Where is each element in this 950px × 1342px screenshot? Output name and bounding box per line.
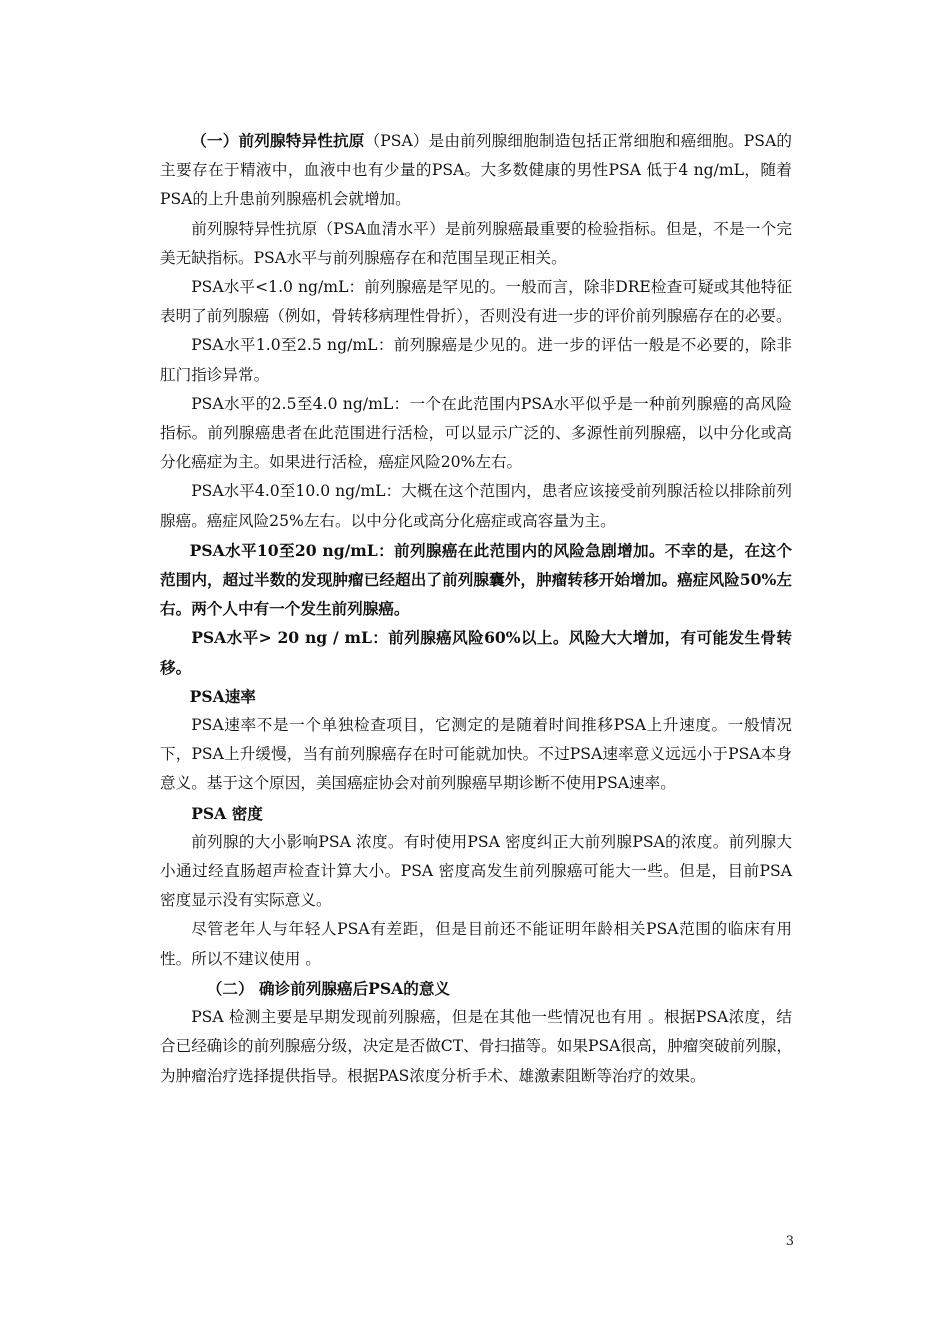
heading-psa-velocity: PSA速率 xyxy=(189,686,256,706)
paragraph-psa-density: 前列腺的大小影响PSA 浓度。有时使用PSA 密度纠正大前列腺PSA的浓度。前列腺大小通过经直肠超声检查计算大小。PSA 密度高发生前列腺癌可能大一些。但是，目前PSA 密度显示没有实际意义。 xyxy=(160,832,792,910)
paragraph-psa-velocity: PSA速率不是一个单独检查项目，它测定的是随着时间推移PSA上升速度。一般情况下，PSA上升缓慢，当有前列腺癌存在时可能就加快。不过PSA速率意义远远小于PSA本身意义。基于这个原因，美国癌症协会对前列腺癌早期诊断不使用PSA速率。 xyxy=(160,716,792,793)
paragraph-psa-after-diagnosis: PSA 检测主要是早期发现前列腺癌，但是在其他一些情况也有用 。根据PSA浓度，结合已经确诊的前列腺癌分级，决定是否做CT、骨扫描等。如果PSA很高，肿瘤突破前列腺，为肿瘤治疗选择提供指导。根据PAS浓度分析手术、雄激素阻断等治疗的效果。 xyxy=(160,1008,792,1085)
paragraph-psa-definition xyxy=(160,126,792,215)
paragraph-psa-indicator: 前列腺特异性抗原（PSA血清水平）是前列腺癌最重要的检验指标。但是，不是一个完美无缺指标。PSA水平与前列腺癌存在和范围呈现正相关。 xyxy=(160,219,792,267)
paragraph-psa-below-1: PSA水平<1.0 ng/mL：前列腺癌是罕见的。一般而言，除非DRE检查可疑或其他特征表明了前列腺癌（例如，骨转移病理性骨折），否则没有进一步的评价前列腺癌存在的必要。 xyxy=(160,278,792,326)
paragraph-psa-2-5-to-4: PSA水平的2.5至4.0 ng/mL：一个在此范围内PSA水平似乎是一种前列腺癌的高风险指标。前列腺癌患者在此范围进行活检，可以显示广泛的、多源性前列腺癌，以中分化或高分化癌症为主。如果进行活检，癌症风险20%左右。 xyxy=(160,394,792,472)
paragraph-psa-age: 尽管老年人与年轻人PSA有差距，但是目前还不能证明年龄相关PSA范围的临床有用性。所以不建议使用 。 xyxy=(160,920,792,968)
heading-psa-density: PSA 密度 xyxy=(191,803,263,823)
paragraph-psa-above-20: PSA水平> 20 ng / mL：前列腺癌风险60%以上。风险大大增加，有可能发生骨转移。 xyxy=(160,628,792,677)
paragraph-text: （PSA）是由前列腺细胞制造包括正常细胞和癌细胞。PSA的主要存在于精液中，血液中也有少量的PSA。大多数健康的男性PSA 低于4 ng/mL，随着PSA的上升患前列腺癌机会就增加。 xyxy=(160,132,792,209)
page-number: 3 xyxy=(785,1234,794,1249)
section-heading-psa: （一）前列腺特异性抗原 xyxy=(191,131,365,150)
heading-psa-after-diagnosis: （二） 确诊前列腺癌后PSA的意义 xyxy=(206,978,451,998)
paragraph-psa-1-to-2-5: PSA水平1.0至2.5 ng/mL：前列腺癌是少见的。进一步的评估一般是不必要的，除非肛门指诊异常。 xyxy=(160,336,792,384)
paragraph-psa-4-to-10: PSA水平4.0至10.0 ng/mL：大概在这个范围内，患者应该接受前列腺活检以排除前列腺癌。癌症风险25%左右。以中分化或高分化癌症或高容量为主。 xyxy=(160,482,792,530)
paragraph-psa-10-to-20: PSA水平10至20 ng/mL：前列腺癌在此范围内的风险急剧增加。不幸的是，在这个范围内，超过半数的发现肿瘤已经超出了前列腺囊外，肿瘤转移开始增加。癌症风险50%左右。两个人中有一个发生前列腺癌。 xyxy=(160,540,792,619)
document-body xyxy=(160,126,792,1091)
